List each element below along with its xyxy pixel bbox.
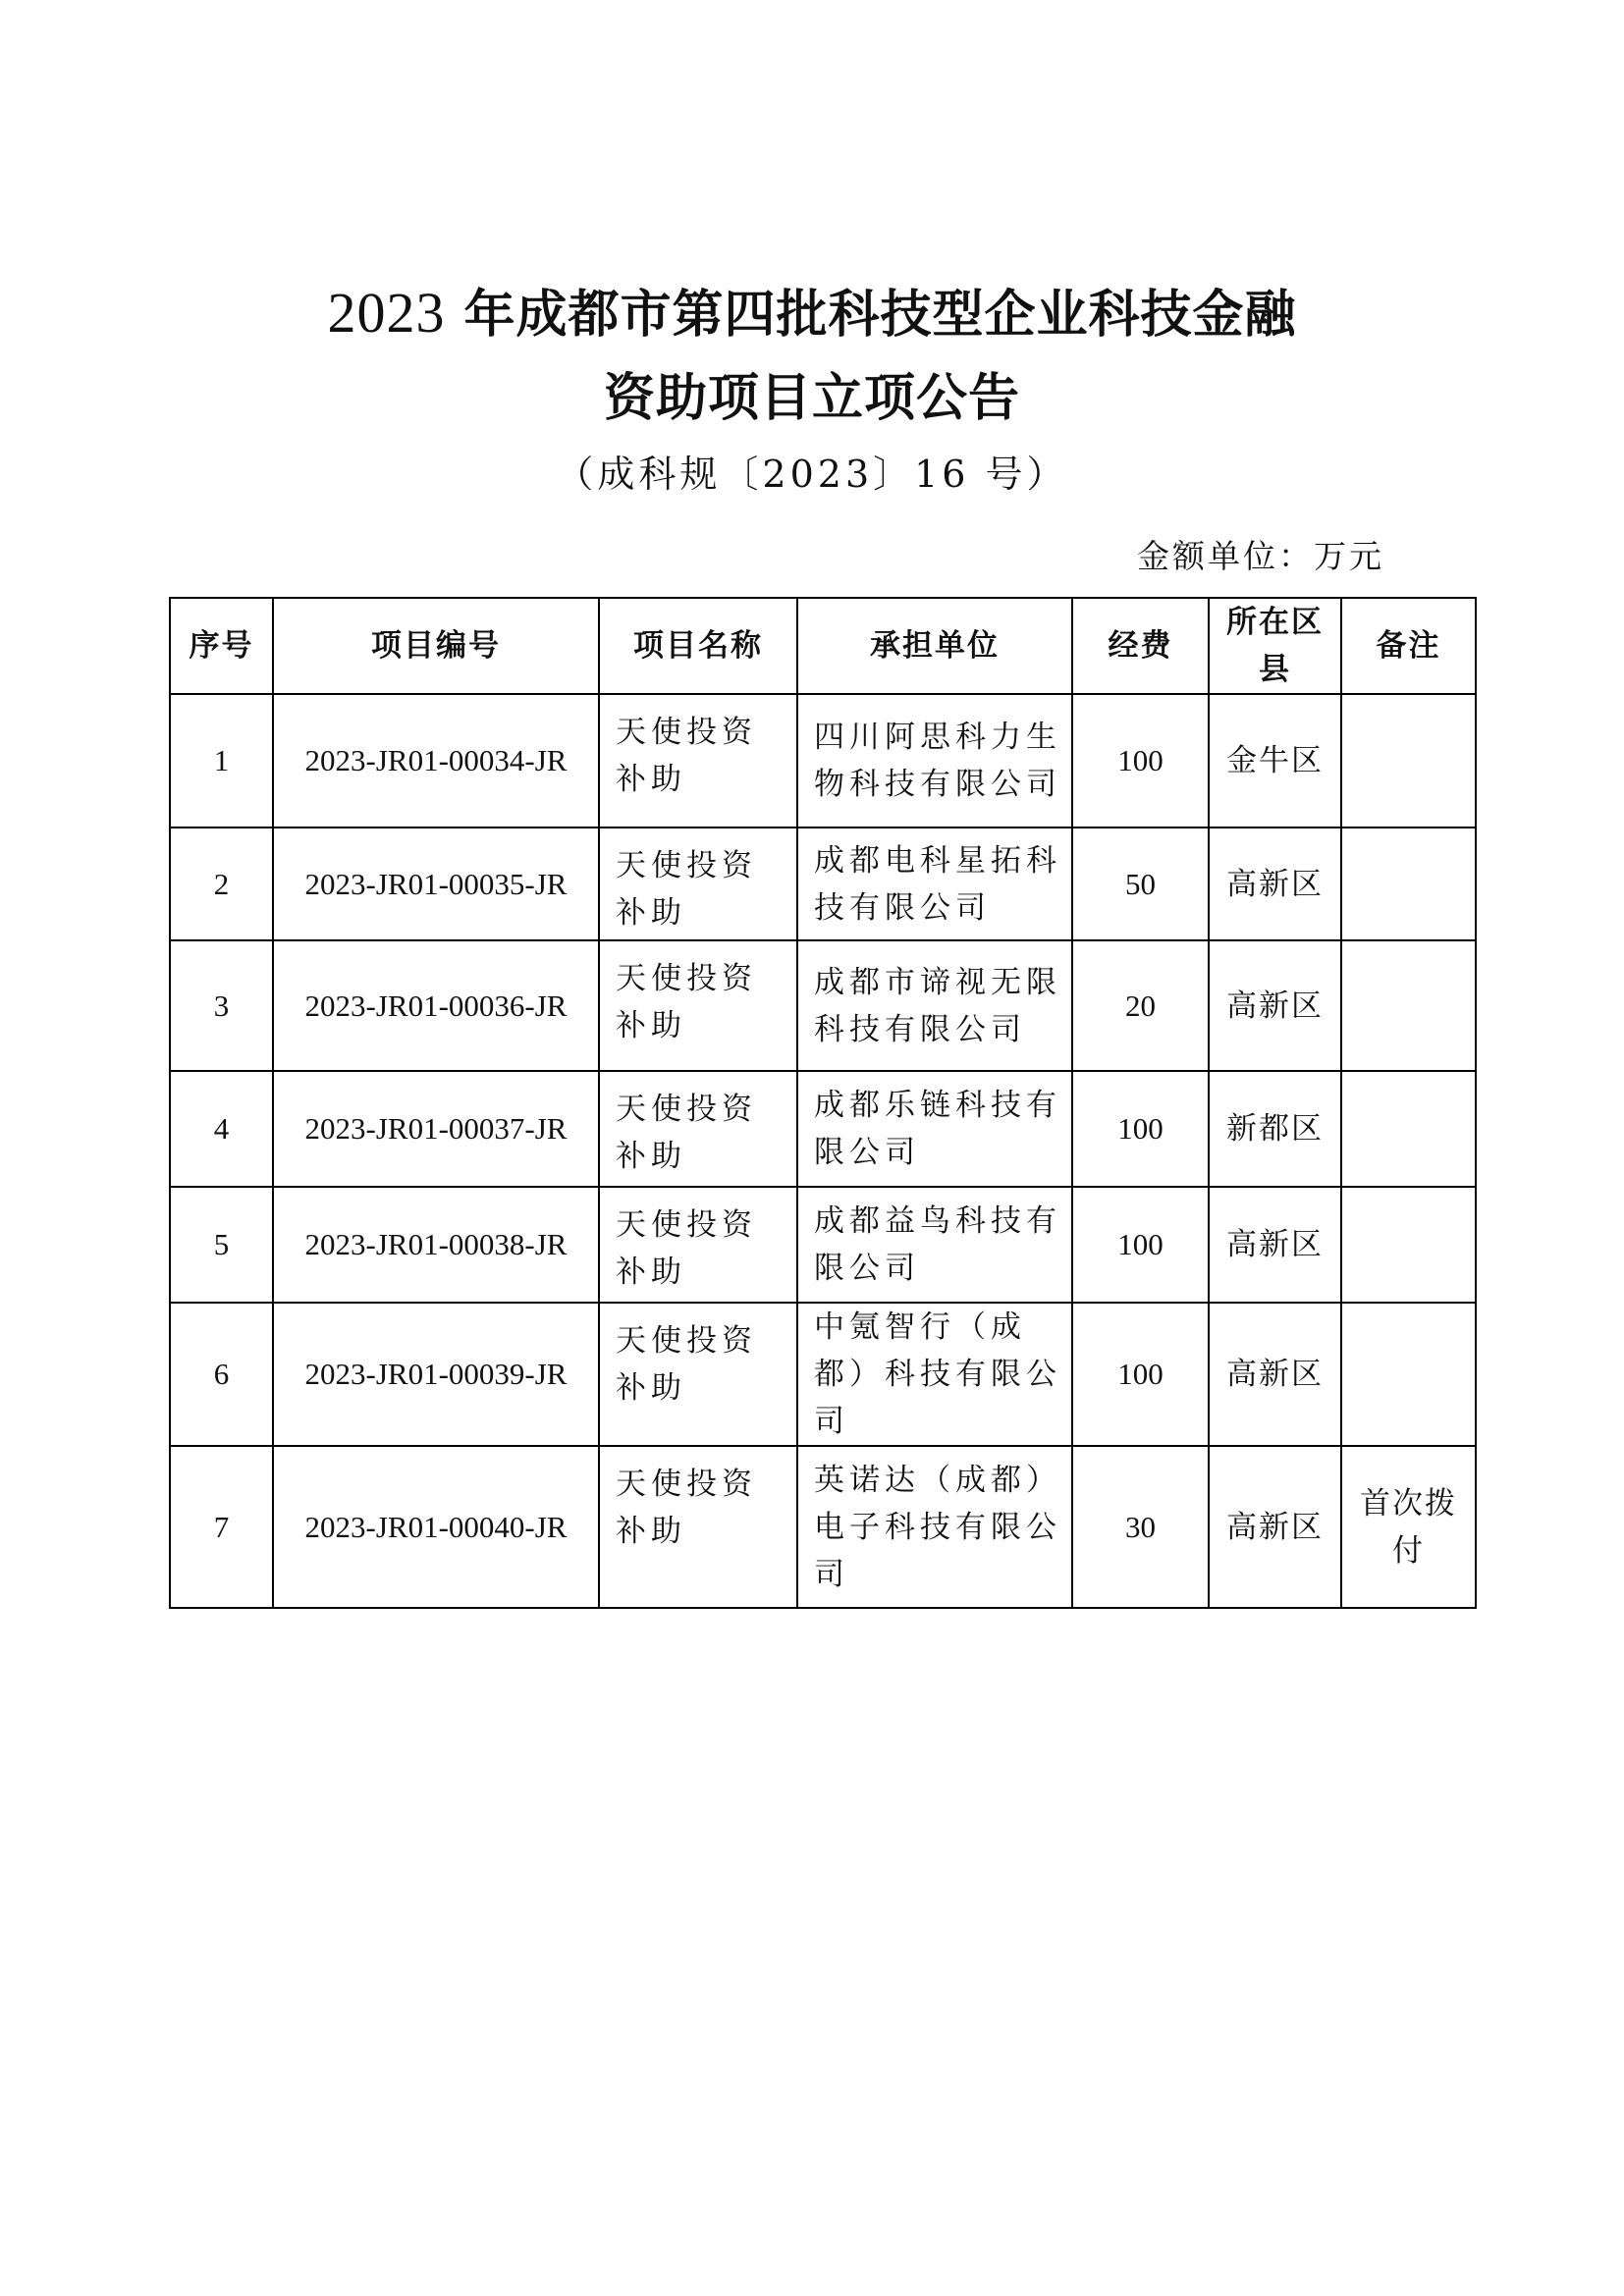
cell-district: 高新区 [1209,828,1341,940]
cell-funding: 100 [1072,1187,1209,1303]
table-header-row [170,598,1476,694]
cell-remark [1341,1303,1476,1446]
cell-seq: 1 [170,694,273,828]
cell-project-no: 2023-JR01-00035-JR [273,828,599,940]
cell-project-name: 天使投资补助 [599,828,797,940]
title-year: 2023 [327,281,446,345]
cell-funding: 100 [1072,1303,1209,1446]
cell-district: 高新区 [1209,1187,1341,1303]
grant-project-table [169,597,1477,1609]
cell-project-name: 天使投资补助 [599,1071,797,1187]
document-number: （成科规〔2023〕16 号） [556,453,1068,496]
cell-seq: 7 [170,1446,273,1608]
title-line-1-text: 年成都市第四批科技型企业科技金融 [445,285,1297,345]
cell-district: 金牛区 [1209,694,1341,828]
table-row [170,1187,1476,1303]
header-seq: 序号 [170,598,273,694]
cell-project-no: 2023-JR01-00040-JR [273,1446,599,1608]
cell-project-no: 2023-JR01-00037-JR [273,1071,599,1187]
cell-project-no: 2023-JR01-00039-JR [273,1303,599,1446]
table-row [170,940,1476,1071]
cell-undertaker: 成都电科星拓科技有限公司 [797,828,1072,940]
cell-project-name: 天使投资补助 [599,940,797,1071]
header-project-no: 项目编号 [273,598,599,694]
cell-seq: 2 [170,828,273,940]
cell-undertaker: 英诺达（成都）电子科技有限公司 [797,1446,1072,1608]
cell-project-no: 2023-JR01-00038-JR [273,1187,599,1303]
title-line-1 [0,281,1624,345]
cell-undertaker: 成都益鸟科技有限公司 [797,1187,1072,1303]
cell-funding: 100 [1072,694,1209,828]
cell-remark [1341,1187,1476,1303]
table-row [170,1303,1476,1446]
cell-remark: 首次拨付 [1341,1446,1476,1608]
cell-remark [1341,1071,1476,1187]
table-row [170,694,1476,828]
header-funding: 经费 [1072,598,1209,694]
cell-district: 高新区 [1209,1446,1341,1608]
cell-project-no: 2023-JR01-00034-JR [273,694,599,828]
cell-seq: 6 [170,1303,273,1446]
table-row [170,1446,1476,1608]
cell-district: 新都区 [1209,1071,1341,1187]
cell-district: 高新区 [1209,940,1341,1071]
cell-project-name: 天使投资补助 [599,1303,797,1446]
cell-undertaker: 成都市谛视无限科技有限公司 [797,940,1072,1071]
cell-remark [1341,694,1476,828]
cell-undertaker: 四川阿思科力生物科技有限公司 [797,694,1072,828]
cell-district: 高新区 [1209,1303,1341,1446]
cell-funding: 100 [1072,1071,1209,1187]
cell-remark [1341,828,1476,940]
cell-seq: 4 [170,1071,273,1187]
cell-seq: 3 [170,940,273,1071]
header-undertaker: 承担单位 [797,598,1072,694]
cell-undertaker: 中氪智行（成都）科技有限公司 [797,1303,1072,1446]
cell-project-name: 天使投资补助 [599,694,797,828]
header-district: 所在区县 [1209,598,1341,694]
cell-funding: 30 [1072,1446,1209,1608]
cell-project-name: 天使投资补助 [599,1187,797,1303]
cell-funding: 20 [1072,940,1209,1071]
cell-funding: 50 [1072,828,1209,940]
amount-unit-note: 金额单位：万元 [1137,537,1384,575]
title-line-2: 资助项目立项公告 [603,368,1020,428]
cell-project-no: 2023-JR01-00036-JR [273,940,599,1071]
cell-undertaker: 成都乐链科技有限公司 [797,1071,1072,1187]
cell-remark [1341,940,1476,1071]
table-row [170,828,1476,940]
table-row [170,1071,1476,1187]
cell-project-name: 天使投资补助 [599,1446,797,1608]
cell-seq: 5 [170,1187,273,1303]
header-remark: 备注 [1341,598,1476,694]
header-project-name: 项目名称 [599,598,797,694]
